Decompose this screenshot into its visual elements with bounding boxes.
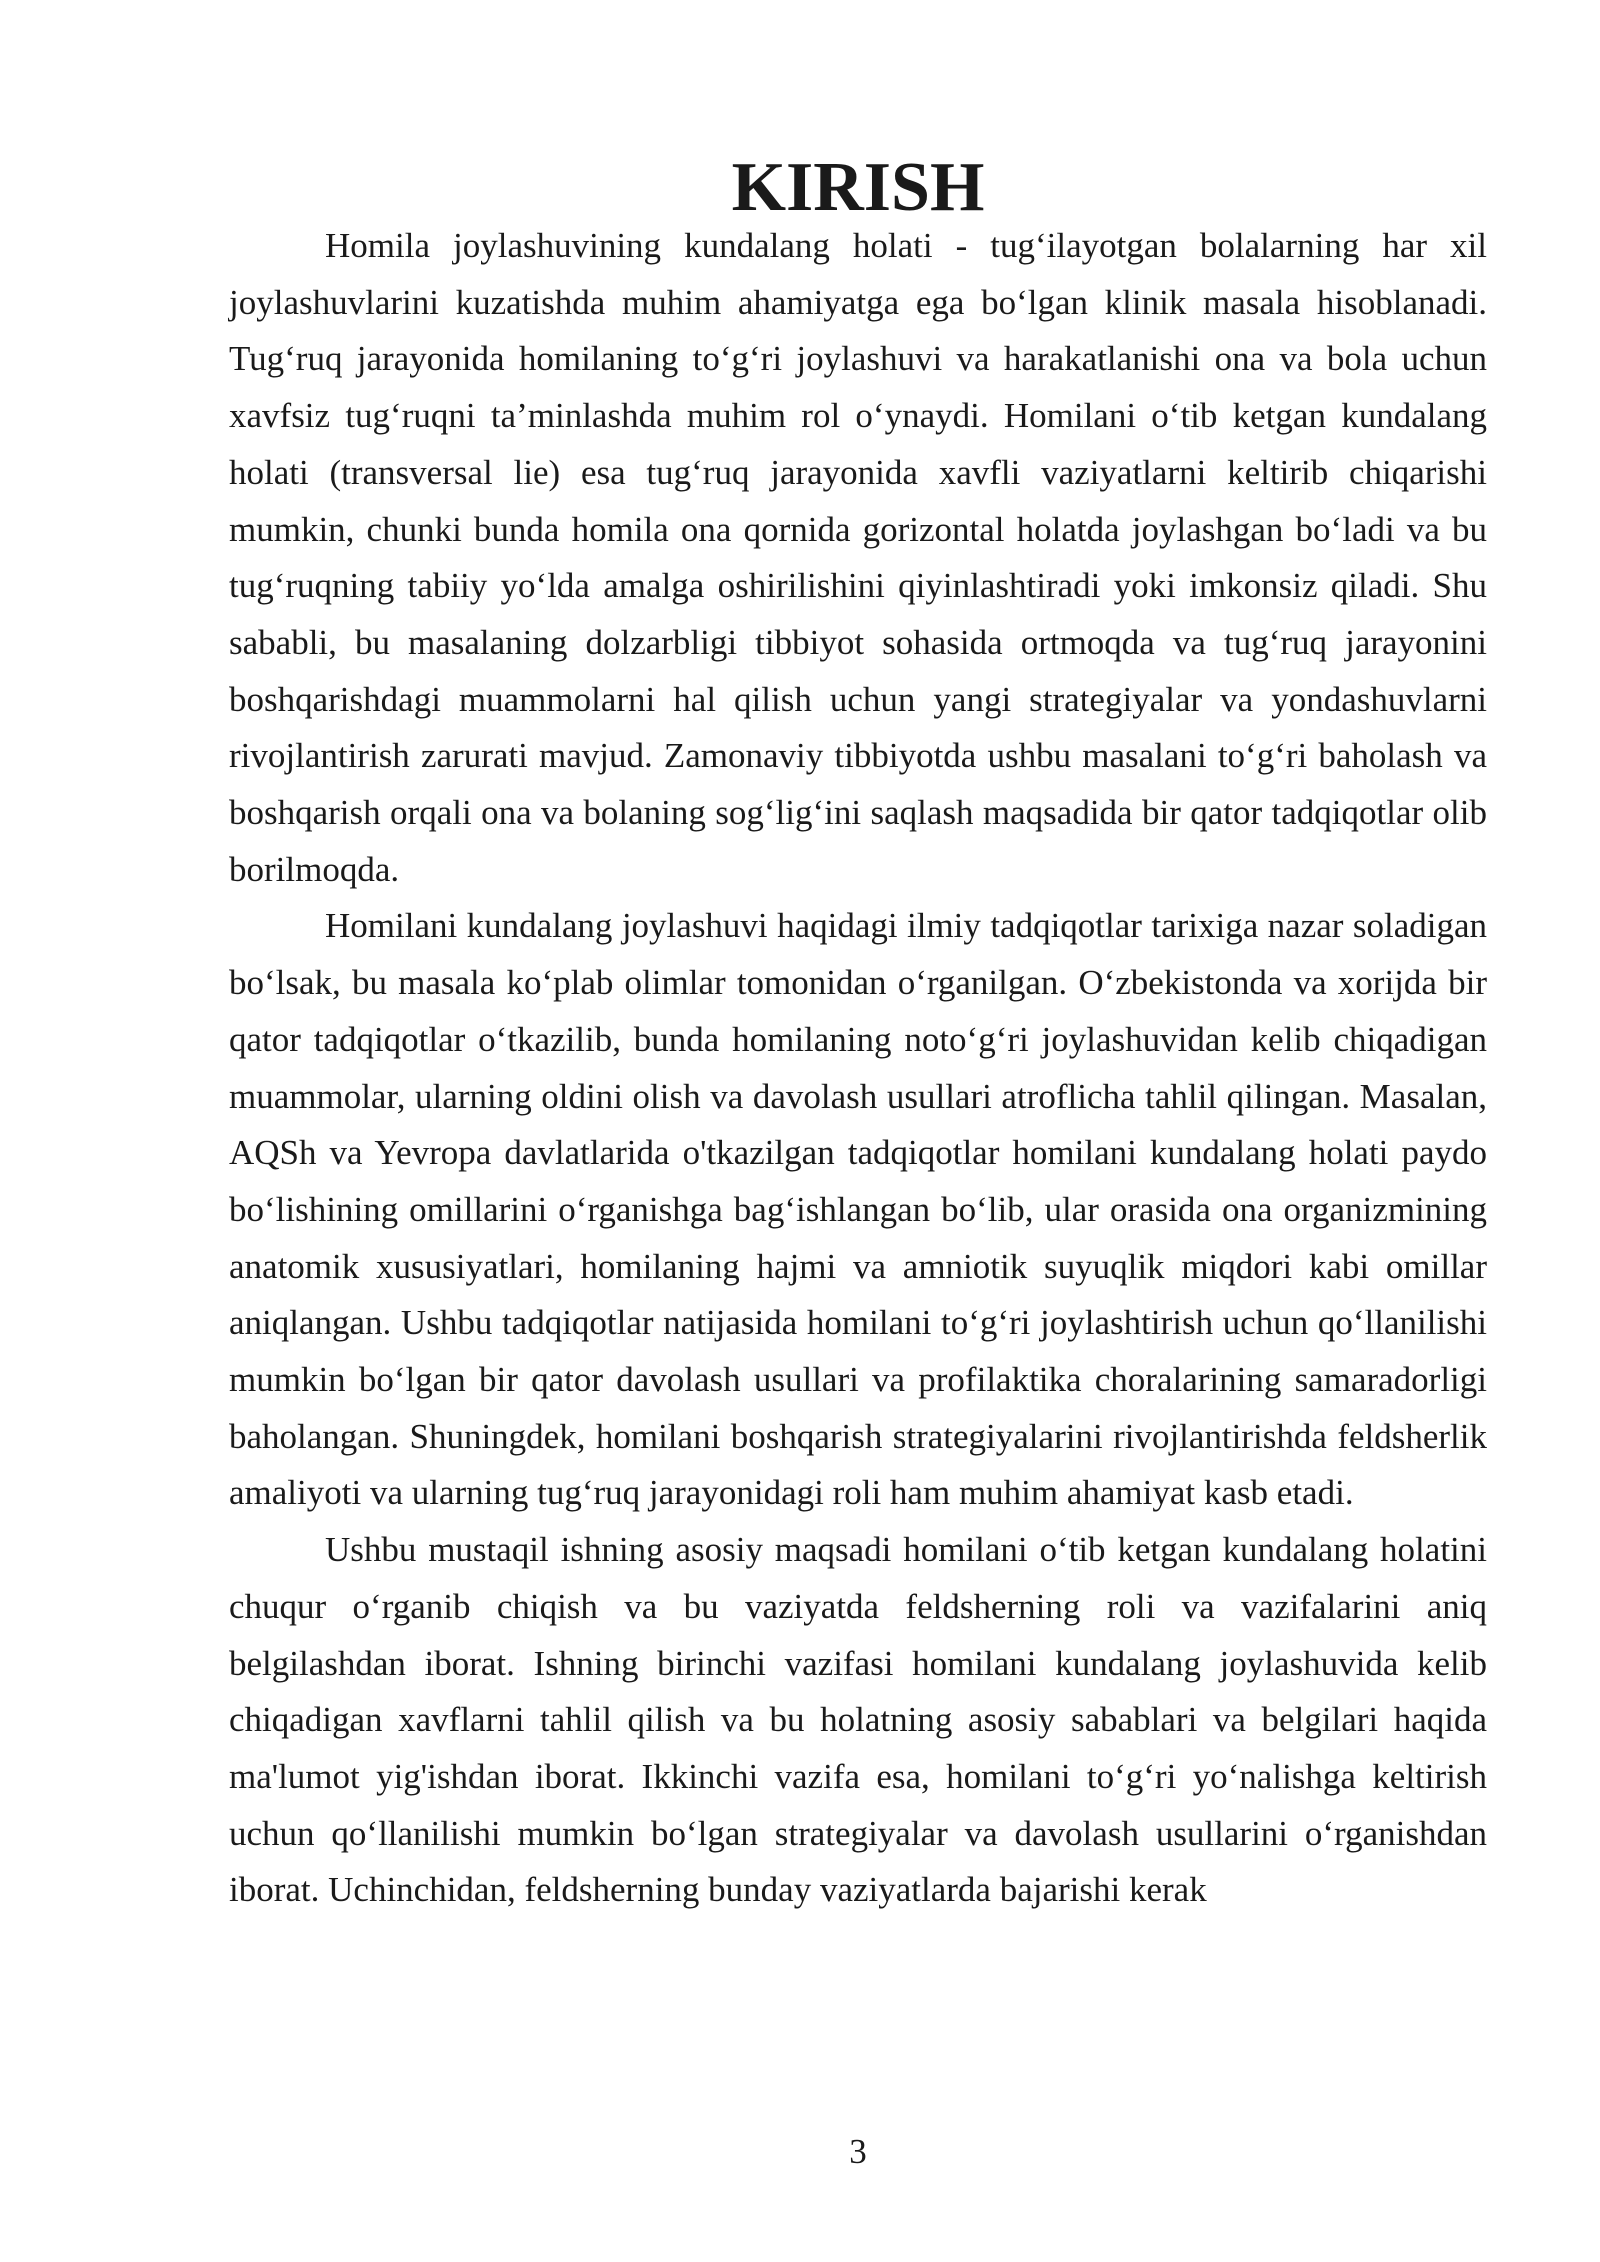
- section-title: KIRISH: [731, 149, 985, 226]
- paragraph: Ushbu mustaqil ishning asosiy maqsadi homilani o‘tib ketgan kundalang holatini chuqur o‘rganib chiqish va bu vaziyatda feldsherning roli va vazifalarini aniq belgilashdan iborat. Ishning birinchi vazifasi homilani kundalang joylashuvida kelib chiqadigan xavflarni tahlil qilish va bu holatning asosiy sabablari va belgilari haqida ma'lumot yig'ishdan iborat. Ikkinchi vazifa esa, homilani to‘g‘ri yo‘nalishga keltirish uchun qo‘llanilishi mumkin bo‘lgan strategiyalar va davolash usullarini o‘rganishdan iborat. Uchinchidan, feldsherning bunday vaziyatlarda bajarishi kerak: [229, 1530, 1487, 1910]
- paragraph: Homila joylashuvining kundalang holati - tug‘ilayotgan bolalarning har xil joylashuvlarini kuzatishda muhim ahamiyatga ega bo‘lgan klinik masala hisoblanadi. Tug‘ruq jarayonida homilaning to‘g‘ri joylashuvi va harakatlanishi ona va bola uchun xavfsiz tug‘ruqni ta’minlashda muhim rol o‘ynaydi. Homilani o‘tib ketgan kundalang holati (transversal lie) esa tug‘ruq jarayonida xavfli vaziyatlarni keltirib chiqarishi mumkin, chunki bunda homila ona qornida gorizontal holatda joylashgan bo‘ladi va bu tug‘ruqning tabiiy yo‘lda amalga oshirilishini qiyinlashtiradi yoki imkonsiz qiladi. Shu sababli, bu masalaning dolzarbligi tibbiyot sohasida ortmoqda va tug‘ruq jarayonini boshqarishdagi muammolarni hal qilish uchun yangi strategiyalar va yondashuvlarni rivojlantirish zarurati mavjud. Zamonaviy tibbiyotda ushbu masalani to‘g‘ri baholash va boshqarish orqali ona va bolaning sog‘lig‘ini saqlash maqsadida bir qator tadqiqotlar olib borilmoqda.: [229, 226, 1487, 889]
- page-number: 3: [849, 2132, 867, 2171]
- page-content: [229, 149, 1487, 1919]
- paragraph: Homilani kundalang joylashuvi haqidagi ilmiy tadqiqotlar tarixiga nazar soladigan bo‘lsak, bu masala ko‘plab olimlar tomonidan o‘rganilgan. O‘zbekistonda va xorijda bir qator tadqiqotlar o‘tkazilib, bunda homilaning noto‘g‘ri joylashuvidan kelib chiqadigan muammolar, ularning oldini olish va davolash usullari atroflicha tahlil qilingan. Masalan, AQSh va Yevropa davlatlarida o'tkazilgan tadqiqotlar homilani kundalang holati paydo bo‘lishining omillarini o‘rganishga bag‘ishlangan bo‘lib, ular orasida ona organizmining anatomik xususiyatlari, homilaning hajmi va amniotik suyuqlik miqdori kabi omillar aniqlangan. Ushbu tadqiqotlar natijasida homilani to‘g‘ri joylashtirish uchun qo‘llanilishi mumkin bo‘lgan bir qator davolash usullari va profilaktika choralarining samaradorligi baholangan. Shuningdek, homilani boshqarish strategiyalarini rivojlantirishda feldsherlik amaliyoti va ularning tug‘ruq jarayonidagi roli ham muhim ahamiyat kasb etadi.: [229, 906, 1487, 1513]
